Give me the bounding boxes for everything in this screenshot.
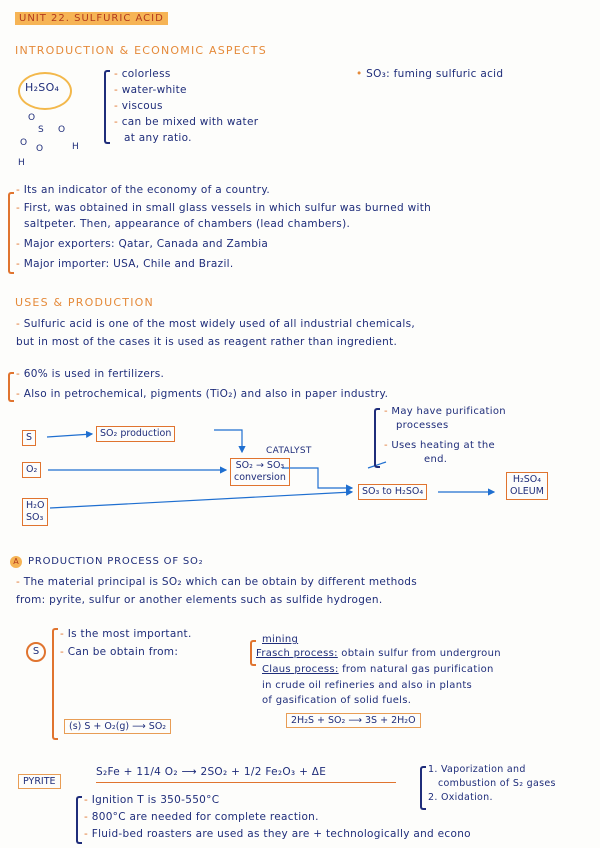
flow-note-2: - Uses heating at the (384, 440, 495, 451)
claus-more-1: in crude oil refineries and also in plants (262, 680, 473, 691)
intro-heading: INTRODUCTION & ECONOMIC ASPECTS (15, 44, 267, 57)
flow-s: S (22, 430, 36, 446)
s-circle: S (26, 642, 46, 662)
pyrite-steps-brace (420, 766, 426, 810)
prop-1: - colorless (114, 68, 171, 80)
pyrite-step-1b: combustion of S₂ gases (438, 778, 556, 789)
pyrite-step-1: 1. Vaporization and (428, 764, 526, 775)
section-a-marker: A (10, 556, 22, 568)
process-heading: PRODUCTION PROCESS OF SO₂ (28, 556, 204, 567)
flow-so3-to-h2so4: SO₃ to H₂SO₄ (358, 484, 427, 500)
s-bullet-1: - Is the most important. (60, 628, 192, 640)
pyrite-underline (96, 782, 396, 783)
mol-atom-o3: O (20, 138, 28, 148)
intro-bullet-2b: saltpeter. Then, appearance of chambers (lead chambers). (24, 218, 351, 230)
flow-h2o-so3: H₂O SO₃ (22, 498, 48, 526)
uses-line-2: but in most of the cases it is used as reagent rather than ingredient. (16, 336, 398, 348)
uses-line-1: - Sulfuric acid is one of the most widely used of all industrial chemicals, (16, 318, 416, 330)
flow-oleum: H₂SO₄ OLEUM (506, 472, 548, 500)
pyrite-bullet-1: - Ignition T is 350-550°C (84, 794, 220, 806)
uses-bullet-2: - Also in petrochemical, pigments (TiO₂) and also in paper industry. (16, 388, 389, 400)
flow-notes-brace (374, 408, 380, 468)
claus-more-2: of gasification of solid fuels. (262, 695, 412, 706)
so3-note: • SO₃: fuming sulfuric acid (356, 68, 504, 80)
pyrite-step-2: 2. Oxidation. (428, 792, 493, 803)
intro-bullet-3: - Major exporters: Qatar, Canada and Zambia (16, 238, 269, 250)
flow-note-1b: processes (396, 420, 449, 431)
s-reaction: (s) S + O₂(g) ⟶ SO₂ (64, 719, 171, 734)
mol-atom-o1: O (28, 113, 36, 123)
mol-atom-o2: O (58, 125, 66, 135)
intro-bullet-4: - Major importer: USA, Chile and Brazil. (16, 258, 234, 270)
pyrite-bullet-2: - 800°C are needed for complete reaction. (84, 811, 319, 823)
mol-atom-o4: O (36, 144, 44, 154)
flow-note-2b: end. (424, 454, 448, 465)
s-brace (52, 628, 58, 740)
process-line-1: - The material principal is SO₂ which can be obtain by different methods (16, 576, 418, 588)
flow-catalyst: CATALYST (266, 446, 312, 456)
mol-atom-h2: H (18, 158, 26, 168)
pyrite-bullet-3: - Fluid-bed roasters are used as they are + technologically and econo (84, 828, 471, 840)
pyrite-label: PYRITE (18, 774, 61, 789)
formula: H₂SO₄ (25, 81, 60, 94)
uses-bullet-1: - 60% is used in fertilizers. (16, 368, 165, 380)
mol-atom-s: S (38, 125, 45, 135)
uses-heading: USES & PRODUCTION (15, 296, 154, 309)
intro-bullet-2: - First, was obtained in small glass vessels in which sulfur was burned with (16, 202, 432, 214)
flow-conversion: SO₂ → SO₃ conversion (230, 458, 290, 486)
process-line-2: from: pyrite, sulfur or another elements such as sulfide hydrogen. (16, 594, 383, 606)
pyrite-brace (76, 796, 82, 844)
unit-title: UNIT 22. SULFURIC ACID (15, 12, 168, 25)
method-frasch: Frasch process: obtain sulfur from undergroun (256, 648, 501, 659)
flow-o2: O₂ (22, 462, 41, 478)
claus-reaction: 2H₂S + SO₂ ⟶ 3S + 2H₂O (286, 713, 421, 728)
flow-note-1: - May have purification (384, 406, 506, 417)
method-claus: Claus process: from natural gas purification (262, 664, 494, 675)
flow-so2-production: SO₂ production (96, 426, 175, 442)
pyrite-reaction: S₂Fe + 11/4 O₂ ⟶ 2SO₂ + 1/2 Fe₂O₃ + ΔE (96, 766, 327, 778)
prop-2: - water-white (114, 84, 187, 96)
mol-atom-h1: H (72, 142, 80, 152)
prop-3: - viscous (114, 100, 163, 112)
prop-4: - can be mixed with water (114, 116, 259, 128)
s-bullet-2: - Can be obtain from: (60, 646, 179, 658)
intro-bullet-1: - Its an indicator of the economy of a country. (16, 184, 271, 196)
method-mining: mining (262, 634, 299, 645)
prop-5: at any ratio. (124, 132, 192, 144)
